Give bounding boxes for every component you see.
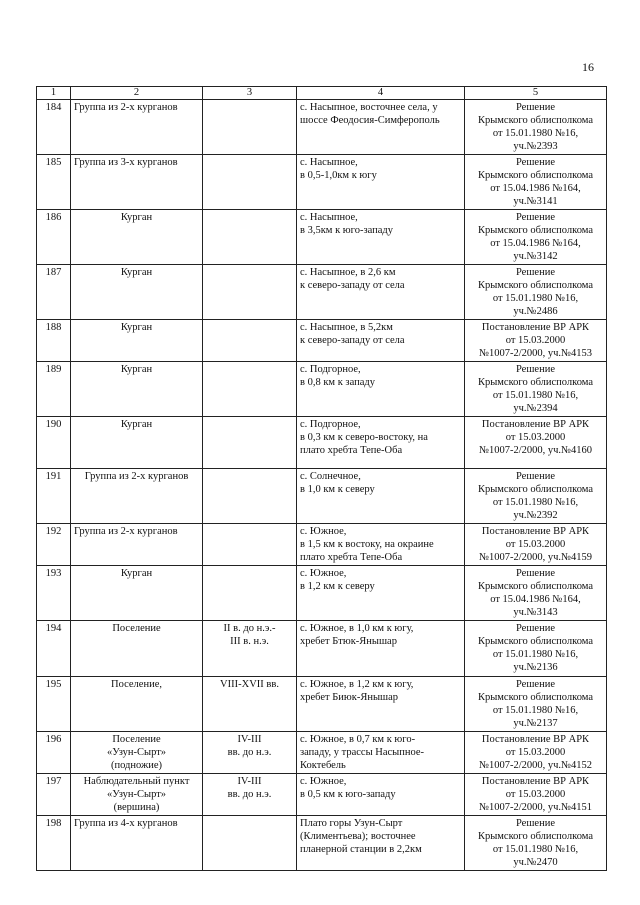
monument-name (71, 816, 203, 871)
registration-document-line: уч.№2137 (513, 718, 558, 729)
registration-document (465, 320, 607, 362)
monument-location-line: (Климентьева); восточнее (300, 831, 416, 842)
monument-name-line: Поселение (112, 734, 161, 745)
registration-document-line: от 15.01.1980 №16, (492, 844, 579, 855)
registration-document-line: уч.№2394 (513, 403, 558, 414)
monument-date (203, 265, 297, 320)
row-number: 185 (37, 155, 71, 210)
monument-location (297, 621, 465, 677)
registration-document-line: Решение (515, 212, 555, 223)
row-number: 190 (37, 417, 71, 469)
table-row (37, 566, 607, 621)
table-row (37, 362, 607, 417)
row-number: 193 (37, 566, 71, 621)
monument-location-line: в 0,8 км к западу (300, 377, 375, 388)
monument-name (71, 566, 203, 621)
monument-location-line: с. Насыпное, в 2,6 км (300, 267, 396, 278)
monument-name-line: Группа из 3-х курганов (74, 157, 178, 168)
registration-document-line: от 15.03.2000 (505, 432, 566, 443)
row-number: 198 (37, 816, 71, 871)
registration-document-line: от 15.03.2000 (505, 539, 566, 550)
registration-document-line: Решение (515, 102, 555, 113)
registration-document-line: Решение (515, 157, 555, 168)
row-number: 187 (37, 265, 71, 320)
monument-name (71, 774, 203, 816)
registration-document (465, 210, 607, 265)
monuments-table (36, 86, 607, 871)
table-row (37, 816, 607, 871)
row-number: 184 (37, 100, 71, 155)
monument-location-line: плато хребта Тепе-Оба (300, 552, 403, 563)
monument-date-line: II в. до н.э.- (223, 623, 276, 634)
registration-document-line: Решение (515, 267, 555, 278)
monument-date (203, 100, 297, 155)
registration-document-line: Решение (515, 364, 555, 375)
registration-document (465, 816, 607, 871)
row-number: 195 (37, 677, 71, 732)
monument-location-line: с. Подгорное, (300, 364, 361, 375)
registration-document-line: уч.№2486 (513, 306, 558, 317)
registration-document-line: Крымского облисполкома (477, 225, 594, 236)
registration-document-line: Крымского облисполкома (477, 692, 594, 703)
monument-location-line: в 1,5 км к востоку, на окраине (300, 539, 434, 550)
monument-name-line: «Узун-Сырт» (106, 789, 167, 800)
registration-document-line: от 15.01.1980 №16, (492, 649, 579, 660)
monument-location-line: с. Насыпное, (300, 157, 358, 168)
monument-name-line: Курган (120, 322, 153, 333)
monument-name (71, 100, 203, 155)
monument-location-line: с. Насыпное, в 5,2км (300, 322, 393, 333)
monument-location-line: к северо-западу от села (300, 335, 405, 346)
table-row (37, 417, 607, 469)
registration-document-line: уч.№2393 (513, 141, 558, 152)
registration-document-line: №1007-2/2000, уч.№4151 (478, 802, 593, 813)
registration-document-line: Решение (515, 623, 555, 634)
monument-name-line: Курган (120, 267, 153, 278)
monument-date (203, 566, 297, 621)
monument-location (297, 417, 465, 469)
registration-document-line: Решение (515, 818, 555, 829)
registration-document-line: Крымского облисполкома (477, 280, 594, 291)
registration-document-line: от 15.04.1986 №164, (490, 594, 581, 605)
table-row (37, 732, 607, 774)
table-row (37, 677, 607, 732)
registration-document-line: уч.№2470 (513, 857, 558, 868)
registration-document (465, 362, 607, 417)
monument-location (297, 320, 465, 362)
column-header: 2 (71, 87, 203, 100)
table-row (37, 524, 607, 566)
row-number: 196 (37, 732, 71, 774)
monument-location-line: в 0,5-1,0км к югу (300, 170, 377, 181)
table-row (37, 210, 607, 265)
monument-location (297, 816, 465, 871)
monument-date (203, 155, 297, 210)
monument-location-line: с. Насыпное, восточнее села, у (300, 102, 438, 113)
monument-location-line: с. Южное, в 1,2 км к югу, (300, 679, 414, 690)
row-number: 186 (37, 210, 71, 265)
monument-location (297, 774, 465, 816)
monument-name-line: Наблюдательный пункт (83, 776, 190, 787)
row-number: 189 (37, 362, 71, 417)
monument-name (71, 732, 203, 774)
registration-document-line: Крымского облисполкома (477, 377, 594, 388)
column-header: 5 (465, 87, 607, 100)
monument-name (71, 320, 203, 362)
monument-name-line: Курган (120, 419, 153, 430)
table-row (37, 774, 607, 816)
monument-date (203, 524, 297, 566)
registration-document-line: от 15.03.2000 (505, 789, 566, 800)
monument-name-line: Группа из 2-х курганов (74, 526, 178, 537)
row-number: 194 (37, 621, 71, 677)
registration-document (465, 265, 607, 320)
row-number: 197 (37, 774, 71, 816)
registration-document (465, 774, 607, 816)
registration-document-line: от 15.04.1986 №164, (490, 238, 581, 249)
registration-document (465, 732, 607, 774)
column-header: 1 (37, 87, 71, 100)
registration-document-line: Решение (515, 471, 555, 482)
monument-location-line: плато хребта Тепе-Оба (300, 445, 403, 456)
registration-document-line: от 15.01.1980 №16, (492, 390, 579, 401)
registration-document (465, 621, 607, 677)
registration-document-line: от 15.01.1980 №16, (492, 293, 579, 304)
monument-date (203, 816, 297, 871)
monument-location-line: в 1,0 км к северу (300, 484, 375, 495)
monument-location-line: в 1,2 км к северу (300, 581, 375, 592)
monument-location-line: Коктебель (300, 760, 346, 771)
monument-location-line: хребет Бтюк-Янышар (300, 636, 397, 647)
monument-date (203, 417, 297, 469)
monument-name-line: Курган (120, 364, 153, 375)
monument-location-line: хребет Биюк-Янышар (300, 692, 399, 703)
monument-date-line: III в. н.э. (230, 636, 269, 647)
monument-date (203, 362, 297, 417)
registration-document (465, 100, 607, 155)
table-row (37, 100, 607, 155)
registration-document-line: №1007-2/2000, уч.№4153 (478, 348, 593, 359)
monument-name-line: Поселение, (111, 679, 162, 690)
registration-document-line: Постановление ВР АРК (481, 776, 590, 787)
monument-location-line: шоссе Феодосия-Симферополь (300, 115, 440, 126)
monument-date (203, 677, 297, 732)
registration-document-line: Постановление ВР АРК (481, 734, 590, 745)
monument-location-line: с. Насыпное, (300, 212, 358, 223)
registration-document-line: Крымского облисполкома (477, 581, 594, 592)
registration-document-line: Крымского облисполкома (477, 170, 594, 181)
monument-location-line: с. Подгорное, (300, 419, 361, 430)
column-header: 3 (203, 87, 297, 100)
registration-document-line: от 15.01.1980 №16, (492, 497, 579, 508)
monument-name-line: (подножие) (110, 760, 163, 771)
registration-document-line: от 15.01.1980 №16, (492, 705, 579, 716)
monument-name (71, 155, 203, 210)
monument-location (297, 210, 465, 265)
registration-document-line: от 15.03.2000 (505, 335, 566, 346)
table-row (37, 155, 607, 210)
registration-document-line: от 15.04.1986 №164, (490, 183, 581, 194)
monument-location-line: в 0,3 км к северо-востоку, на (300, 432, 428, 443)
monument-date (203, 320, 297, 362)
monument-location (297, 524, 465, 566)
monument-date-line: IV-III (237, 734, 262, 745)
monument-location-line: Плато горы Узун-Сырт (300, 818, 403, 829)
monument-name (71, 469, 203, 524)
table-row (37, 469, 607, 524)
row-number: 188 (37, 320, 71, 362)
monument-date-line: IV-III (237, 776, 262, 787)
monument-location-line: с. Южное, (300, 776, 347, 787)
monument-location-line: с. Южное, (300, 526, 347, 537)
monument-date (203, 732, 297, 774)
monument-name-line: (вершина) (113, 802, 160, 813)
monument-name (71, 677, 203, 732)
page-number: 16 (582, 60, 594, 74)
registration-document-line: от 15.01.1980 №16, (492, 128, 579, 139)
registration-document-line: от 15.03.2000 (505, 747, 566, 758)
monument-location-line: планерной станции в 2,2км (300, 844, 422, 855)
monument-location (297, 265, 465, 320)
table-row (37, 265, 607, 320)
monument-date (203, 774, 297, 816)
monument-location (297, 677, 465, 732)
monument-location (297, 100, 465, 155)
registration-document (465, 469, 607, 524)
registration-document (465, 155, 607, 210)
monument-date (203, 621, 297, 677)
registration-document (465, 677, 607, 732)
monument-name (71, 417, 203, 469)
monument-date (203, 210, 297, 265)
registration-document-line: уч.№3143 (513, 607, 558, 618)
monument-name-line: Курган (120, 568, 153, 579)
registration-document-line: №1007-2/2000, уч.№4159 (478, 552, 593, 563)
monument-name-line: Группа из 4-х курганов (74, 818, 178, 829)
table-row (37, 320, 607, 362)
monument-location-line: с. Южное, (300, 568, 347, 579)
registration-document-line: №1007-2/2000, уч.№4160 (478, 445, 593, 456)
monument-date-line: вв. до н.э. (227, 789, 272, 800)
monument-name-line: Группа из 2-х курганов (74, 102, 178, 113)
monument-location-line: с. Южное, в 1,0 км к югу, (300, 623, 414, 634)
registration-document-line: уч.№2392 (513, 510, 558, 521)
monument-name (71, 265, 203, 320)
monument-location-line: в 0,5 км к юго-западу (300, 789, 396, 800)
monument-location-line: к северо-западу от села (300, 280, 405, 291)
registration-document-line: Крымского облисполкома (477, 636, 594, 647)
row-number: 192 (37, 524, 71, 566)
table-header (37, 87, 607, 100)
registration-document-line: Постановление ВР АРК (481, 419, 590, 430)
registration-document (465, 417, 607, 469)
registration-document-line: уч.№2136 (513, 662, 558, 673)
monument-location (297, 732, 465, 774)
monument-name (71, 621, 203, 677)
monument-location (297, 362, 465, 417)
column-header: 4 (297, 87, 465, 100)
registration-document-line: Решение (515, 679, 555, 690)
registration-document-line: Постановление ВР АРК (481, 526, 590, 537)
monument-name (71, 524, 203, 566)
registration-document (465, 524, 607, 566)
monument-name-line: «Узун-Сырт» (106, 747, 167, 758)
monument-location-line: в 3,5км к юго-западу (300, 225, 393, 236)
registration-document-line: Решение (515, 568, 555, 579)
registration-document (465, 566, 607, 621)
monument-name (71, 210, 203, 265)
row-number: 191 (37, 469, 71, 524)
table-body (37, 100, 607, 871)
monument-date-line: вв. до н.э. (227, 747, 272, 758)
registration-document-line: Крымского облисполкома (477, 115, 594, 126)
registration-document-line: уч.№3142 (513, 251, 558, 262)
registration-document-line: уч.№3141 (513, 196, 558, 207)
table-row (37, 621, 607, 677)
registration-document-line: Постановление ВР АРК (481, 322, 590, 333)
registration-document-line: №1007-2/2000, уч.№4152 (478, 760, 593, 771)
monument-location-line: западу, у трассы Насыпное- (300, 747, 424, 758)
monument-name-line: Группа из 2-х курганов (84, 471, 189, 482)
monument-name-line: Курган (120, 212, 153, 223)
monument-location-line: с. Южное, в 0,7 км к юго- (300, 734, 416, 745)
registration-document-line: Крымского облисполкома (477, 484, 594, 495)
registration-document-line: Крымского облисполкома (477, 831, 594, 842)
monument-location (297, 155, 465, 210)
monument-location (297, 469, 465, 524)
monument-name-line: Поселение (112, 623, 161, 634)
monument-location (297, 566, 465, 621)
monument-name (71, 362, 203, 417)
monument-date (203, 469, 297, 524)
monument-date-line: VIII-XVII вв. (220, 679, 279, 690)
monument-location-line: с. Солнечное, (300, 471, 361, 482)
